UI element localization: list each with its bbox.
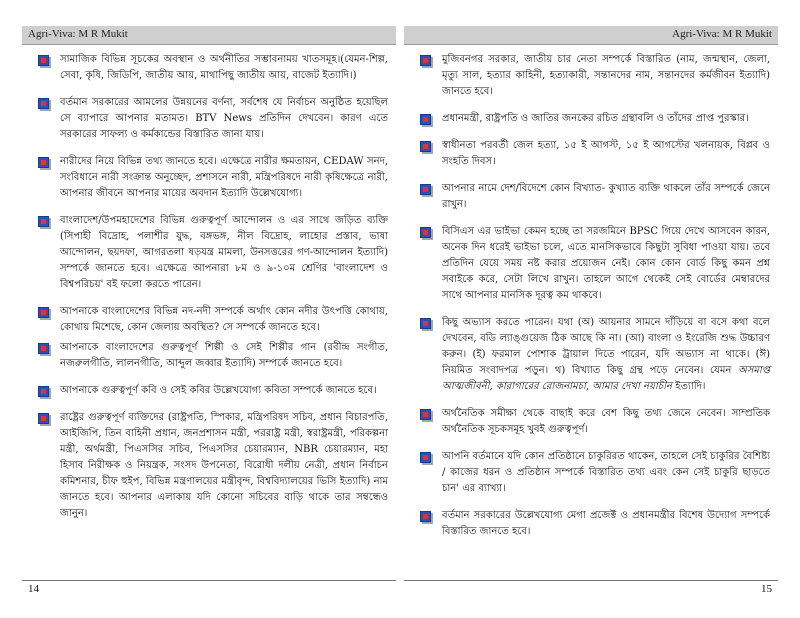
bullet-icon [420,227,431,238]
right-footer [404,580,778,595]
bullet-icon [420,511,431,522]
left-item-list [34,52,388,533]
list-item: স্বাধীনতা পরবর্তী জেল হত্যা, ১৫ ই আগস্ট, ১৫ ই আগস্টের খলনায়ক, বিপ্লব ও সংহতি দিবস। [416,138,770,170]
bullet-icon [38,343,49,354]
list-item: বিসিএস এর ভাইভা কেমন হচ্ছে তা সরজমিনে BPSC গিয়ে দেখে আসবেন কারন, অনেক দিন ধরেই ভাইভা চলে, এতে মানসিকভাবে কিছুটা সুবিধা পাওয়া যায়। তবে প্রতিদিন যেয়ে সময় নষ্ট করার প্রয়োজন নেই। কোন কোন বোর্ড কিছু কমন প্রশ্ন সবাইকে করে, সেটা লিখে রাখুন। তাহলে আগে থেকেই সেই বোর্ডের মেম্বারদের সাথে আপনার মানসিক দূরত্ব কম থাকবে। [416,224,770,304]
bullet-icon [38,386,49,397]
bullet-icon [420,141,431,152]
bullet-icon [420,452,431,463]
list-item: আপনাকে বাংলাদেশের গুরুত্বপূর্ণ শিল্পী ও সেই শিল্পীর গান (রবীন্দ্র সংগীত, নজরুলগীতি, লালনগীতি, আব্দুল জব্বার ইত্যাদি) সম্পর্কে জানতে হবে। [34,340,388,372]
page-number: 14 [28,583,39,595]
bullet-icon [38,157,49,168]
bullet-icon [420,114,431,125]
left-footer [22,580,396,595]
right-header [404,26,778,45]
right-page [400,0,800,618]
list-item: আপনার নামে দেশ/বিদেশে কোন বিখ্যাত- কুখ্যাত ব্যক্তি থাকলে তাঁর সম্পর্কে জেনে রাখুন। [416,181,770,213]
bullet-icon [420,409,431,420]
list-item: আপনাকে গুরুত্বপূর্ণ কবি ও সেই কবির উল্লেখযোগ্য কবিতা সম্পর্কে জানতে হবে। [34,383,388,399]
list-item: আপনাকে বাংলাদেশের বিভিন্ন নদ-নদী সম্পর্কে অর্থাৎ কোন নদীর উৎপত্তি কোথায়, কোথায় মিশেছে, কোন জেলায় অবস্থিত? সে সম্পর্কে জানতে হবে। [34,304,388,336]
list-item: সামাজিক বিভিন্ন সূচকের অবস্থান ও অর্থনীতির সম্ভাবনাময় খাতসমূহ।(যেমন-শিল্প, সেবা, কৃষি, জিডিপি, জাতীয় আয়, মাথাপিছু জাতীয় আয়, বাজেট ইত্যাদি।) [34,52,388,84]
list-item: অর্থনৈতিক সমীক্ষা থেকে বাছাই করে বেশ কিছু তথ্য জেনে নেবেন। সাম্প্রতিক অর্থনৈতিক সূচকসমূহ খুবই গুরুত্বপূর্ণ। [416,406,770,438]
book-titles: অসমাপ্ত আত্মজীবনী, কারাগারের রোজনামচা, আমার দেখা নয়াচীন [442,365,771,392]
list-item: আপনি বর্তমানে যদি কোন প্রতিষ্ঠানে চাকুরিরত থাকেন, তাহলে সেই চাকুরির বৈশিষ্ট্য / কাজের ধরন ও প্রতিষ্ঠান সম্পর্কে বিস্তারিত তথ্য এবং কেন সেই চাকুরি ছাড়তে চান' এর ব্যাখ্যা। [416,449,770,497]
list-item: মুজিবনগর সরকার, জাতীয় চার নেতা সম্পর্কে বিস্তারিত (নাম, জন্মস্থান, জেলা, মৃত্যু সাল, হত্যার কাহিনী, হত্যাকারী, সন্তানদের নাম, সন্তানদের কর্মজীবন ইত্যাদি) জানতে হবে। [416,52,770,100]
bullet-icon [38,98,49,109]
right-item-list [416,52,770,551]
bullet-icon [420,55,431,66]
list-item: বর্তমান সরকারের আমলের উন্নয়নের বর্ণনা, সর্বশেষ যে নির্বাচন অনুষ্ঠিত হয়েছিল সে ব্যাপারে আপনার মতামত। BTV News প্রতিদিন দেখবেন। কারণ এতে সরকারের সাফল্য ও কর্মকান্ডের বিস্তারিত জানা যায়। [34,95,388,143]
list-item: প্রধানমন্ত্রী, রাষ্ট্রপতি ও জাতির জনকের রচিত গ্রন্থাবলি ও তাঁদের প্রাপ্ত পুরস্কার। [416,111,770,127]
list-item: কিছু অভ্যাস করতে পারেন। যথা (অ) আয়নার সামনে দাঁড়িয়ে বা বসে কথা বলে দেখবেন, বডি ল্যাঙ্গুয়েজ ঠিক আছে কি না। (আ) বাংলা ও ইংরেজি শুদ্ধ উচ্চারণ করুন। (ই) ফরমাল পোশাক ট্রায়াল দিতে পারেন, যদি অভ্যাস না থাকে। (ঈ) নিয়মিত সংবাদপত্র পড়ুন। থ) বিখ্যাত কিছু গ্রন্থ পড়ে নেবেন। যেমন অসমাপ্ত আত্মজীবনী, কারাগারের রোজনামচা, আমার দেখা নয়াচীন ইত্যাদি। [416,315,770,395]
bullet-icon [38,307,49,318]
bullet-icon [38,413,49,424]
bullet-icon [420,184,431,195]
list-item: রাষ্ট্রের গুরুত্বপূর্ণ ব্যক্তিদের (রাষ্ট্রপতি, স্পিকার, মন্ত্রিপরিষদ সচিব, প্রধান বিচারপতি, আইজিপি, তিন বাহিনী প্রধান, জনপ্রশাসন মন্ত্রী, পররাষ্ট্র মন্ত্রী, স্বরাষ্ট্রমন্ত্রী, পরিকল্পনা মন্ত্রী, অর্থমন্ত্রী, পিএসসির সচিব, পিএসসির চেয়ারম্যান, NBR চেয়ারম্যান, মহা হিসাব নিরীক্ষক ও নিয়ন্ত্রক, সংসদ উপনেতা, বিরোধী দলীয় নেত্রী, প্রধান নির্বাচন কমিশনার, চীফ হুইপ, বিভিন্ন মন্ত্রণালয়ের মন্ত্রীবৃন্দ, বিশ্ববিদ্যালয়ের ভিসি ইত্যাদি) নাম জানতে হবে। আপনার এলাকায় যদি কোনো সচিবের বাড়ি থাকে তার সম্বন্ধেও জানুন। [34,410,388,522]
right-header-title: Agri-Viva: M R Mukit [672,28,772,40]
list-item: বাংলাদেশ/উপমহাদেশের বিভিন্ন গুরুত্বপূর্ণ আন্দোলন ও এর সাথে জড়িত ব্যক্তি (সিপাহী বিদ্রোহ, পলাশীর যুদ্ধ, বঙ্গভঙ্গ, নীল বিদ্রোহ, লাহোর প্রস্তাব, ভাষা আন্দোলন, ছয়দফা, আগরতলা ষড়যন্ত্র মামলা, উনসত্তরের গণ-আন্দোলন ইত্যাদি) সম্পর্কে জানতে হবে। এক্ষেত্রে আপনারা ৮ম ও ৯-১০ম শ্রেণির 'বাংলাদেশ ও বিশ্বপরিচয়' বই ফলো করতে পারেন। [34,213,388,293]
page-number: 15 [761,583,772,595]
bullet-icon [38,216,49,227]
left-header-title: Agri-Viva: M R Mukit [28,28,128,40]
left-header [22,26,396,45]
bullet-icon [420,318,431,329]
list-item: নারীদের নিয়ে বিভিন্ন তথ্য জানতে হবে। এক্ষেত্রে নারীর ক্ষমতায়ন, CEDAW সনদ, সংবিধানে নারী সংক্রান্ত অনুচ্ছেদ, প্রশাসনে নারী, মন্ত্রিপরিষদে নারী কৃষিক্ষেত্রে নারী, আপনার জীবনে আপনার মায়ের অবদান ইত্যাদি উল্লেখযোগ্য। [34,154,388,202]
bullet-icon [38,55,49,66]
list-item: বর্তমান সরকারের উল্লেখযোগ্য মেগা প্রজেক্ট ও প্রধানমন্ত্রীর বিশেষ উদ্যোগ সম্পর্কে বিস্তারিত জানতে হবে। [416,508,770,540]
